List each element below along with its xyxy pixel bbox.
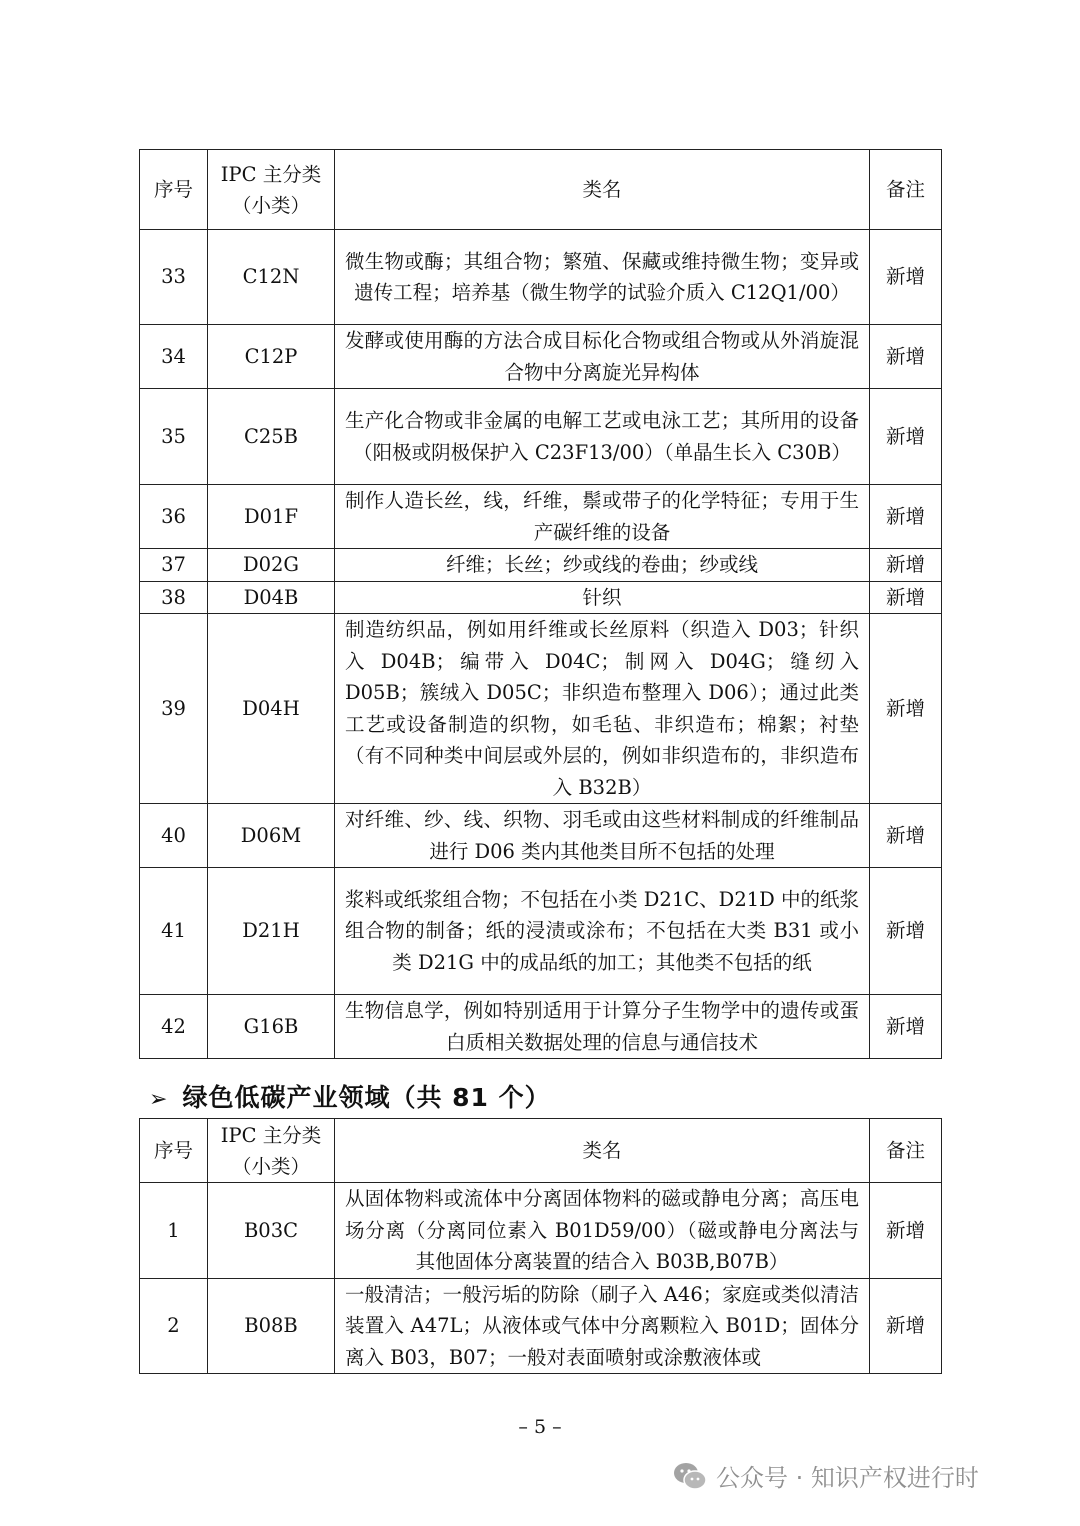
header-note: 备注 xyxy=(870,150,942,230)
cell-note: 新增 xyxy=(870,389,942,485)
cell-seq: 40 xyxy=(140,804,208,868)
cell-ipc: C25B xyxy=(208,389,335,485)
section-heading xyxy=(149,1078,551,1114)
header-seq: 序号 xyxy=(140,1119,208,1183)
table-row xyxy=(140,581,942,614)
cell-ipc: D04H xyxy=(208,614,335,804)
cell-note: 新增 xyxy=(870,485,942,549)
cell-note: 新增 xyxy=(870,549,942,582)
cell-name: 生产化合物或非金属的电解工艺或电泳工艺；其所用的设备（阳极或阴极保护入 C23F13/00）（单晶生长入 C30B） xyxy=(335,389,870,485)
cell-seq: 2 xyxy=(140,1278,208,1374)
cell-name: 发酵或使用酶的方法合成目标化合物或组合物或从外消旋混合物中分离旋光异构体 xyxy=(335,325,870,389)
cell-name: 针织 xyxy=(335,581,870,614)
header-ipc-line2: （小类） xyxy=(231,193,310,217)
cell-ipc: B03C xyxy=(208,1183,335,1279)
cell-note: 新增 xyxy=(870,804,942,868)
cell-note: 新增 xyxy=(870,230,942,325)
cell-seq: 38 xyxy=(140,581,208,614)
cell-note: 新增 xyxy=(870,614,942,804)
table-row xyxy=(140,549,942,582)
cell-seq: 35 xyxy=(140,389,208,485)
cell-name: 纤维；长丝；纱或线的卷曲；纱或线 xyxy=(335,549,870,582)
cell-ipc: D06M xyxy=(208,804,335,868)
cell-name: 微生物或酶；其组合物；繁殖、保藏或维持微生物；变异或遗传工程；培养基（微生物学的试验介质入 C12Q1/00） xyxy=(335,230,870,325)
table-row xyxy=(140,995,942,1059)
header-seq: 序号 xyxy=(140,150,208,230)
cell-name: 生物信息学，例如特别适用于计算分子生物学中的遗传或蛋白质相关数据处理的信息与通信技术 xyxy=(335,995,870,1059)
cell-name: 从固体物料或流体中分离固体物料的磁或静电分离；高压电场分离（分离同位素入 B01D59/00）（磁或静电分离法与其他固体分离装置的结合入 B03B,B07B） xyxy=(335,1183,870,1279)
table-row xyxy=(140,389,942,485)
cell-note: 新增 xyxy=(870,1278,942,1374)
table-row xyxy=(140,614,942,804)
header-ipc-line1: IPC 主分类 xyxy=(220,162,322,186)
table-header-row xyxy=(140,1119,942,1183)
cell-ipc: D02G xyxy=(208,549,335,582)
watermark xyxy=(672,1458,979,1493)
cell-ipc: D04B xyxy=(208,581,335,614)
ipc-table-top xyxy=(139,149,942,1059)
table-row xyxy=(140,804,942,868)
ipc-table-green xyxy=(139,1118,942,1374)
cell-name: 浆料或纸浆组合物；不包括在小类 D21C、D21D 中的纸浆组合物的制备；纸的浸渍或涂布；不包括在大类 B31 或小类 D21G 中的成品纸的加工；其他类不包括的纸 xyxy=(335,868,870,995)
cell-ipc: G16B xyxy=(208,995,335,1059)
cell-seq: 39 xyxy=(140,614,208,804)
cell-seq: 36 xyxy=(140,485,208,549)
cell-seq: 42 xyxy=(140,995,208,1059)
cell-note: 新增 xyxy=(870,1183,942,1279)
cell-name: 制作人造长丝，线，纤维，鬃或带子的化学特征；专用于生产碳纤维的设备 xyxy=(335,485,870,549)
header-name: 类名 xyxy=(335,1119,870,1183)
cell-seq: 41 xyxy=(140,868,208,995)
section-heading-text: 绿色低碳产业领域（共 81 个） xyxy=(182,1083,551,1112)
header-ipc xyxy=(208,150,335,230)
cell-seq: 37 xyxy=(140,549,208,582)
table-row xyxy=(140,325,942,389)
header-ipc xyxy=(208,1119,335,1183)
table-header-row xyxy=(140,150,942,230)
page-number: – 5 – xyxy=(518,1416,562,1438)
table-row xyxy=(140,230,942,325)
header-ipc-line2: （小类） xyxy=(231,1154,310,1178)
cell-ipc: D01F xyxy=(208,485,335,549)
cell-note: 新增 xyxy=(870,325,942,389)
table-row xyxy=(140,868,942,995)
cell-seq: 34 xyxy=(140,325,208,389)
watermark-text: 公众号 · 知识产权进行时 xyxy=(716,1464,979,1492)
cell-seq: 33 xyxy=(140,230,208,325)
cell-name: 一般清洁；一般污垢的防除（刷子入 A46；家庭或类似清洁装置入 A47L；从液体或气体中分离颗粒入 B01D；固体分离入 B03，B07；一般对表面喷射或涂敷液体或 xyxy=(335,1278,870,1374)
table-row xyxy=(140,485,942,549)
wechat-icon xyxy=(672,1461,708,1491)
table-row xyxy=(140,1183,942,1279)
header-name: 类名 xyxy=(335,150,870,230)
cell-ipc: C12N xyxy=(208,230,335,325)
cell-note: 新增 xyxy=(870,868,942,995)
cell-note: 新增 xyxy=(870,581,942,614)
header-note: 备注 xyxy=(870,1119,942,1183)
cell-name: 制造纺织品，例如用纤维或长丝原料（织造入 D03；针织入 D04B；编带入 D04C；制网入 D04G；缝纫入 D05B；簇绒入 D05C；非织造布整理入 D06）；通过此类工艺或设备制造的织物，如毛毡、非织造布；棉絮；衬垫（有不同种类中间层或外层的，例如非织造布的，非织造布入 B32B） xyxy=(335,614,870,804)
cell-note: 新增 xyxy=(870,995,942,1059)
table-row xyxy=(140,1278,942,1374)
cell-ipc: B08B xyxy=(208,1278,335,1374)
arrow-bullet-icon: ➢ xyxy=(149,1087,169,1112)
cell-seq: 1 xyxy=(140,1183,208,1279)
cell-ipc: C12P xyxy=(208,325,335,389)
header-ipc-line1: IPC 主分类 xyxy=(220,1123,322,1147)
cell-ipc: D21H xyxy=(208,868,335,995)
cell-name: 对纤维、纱、线、织物、羽毛或由这些材料制成的纤维制品进行 D06 类内其他类目所不包括的处理 xyxy=(335,804,870,868)
